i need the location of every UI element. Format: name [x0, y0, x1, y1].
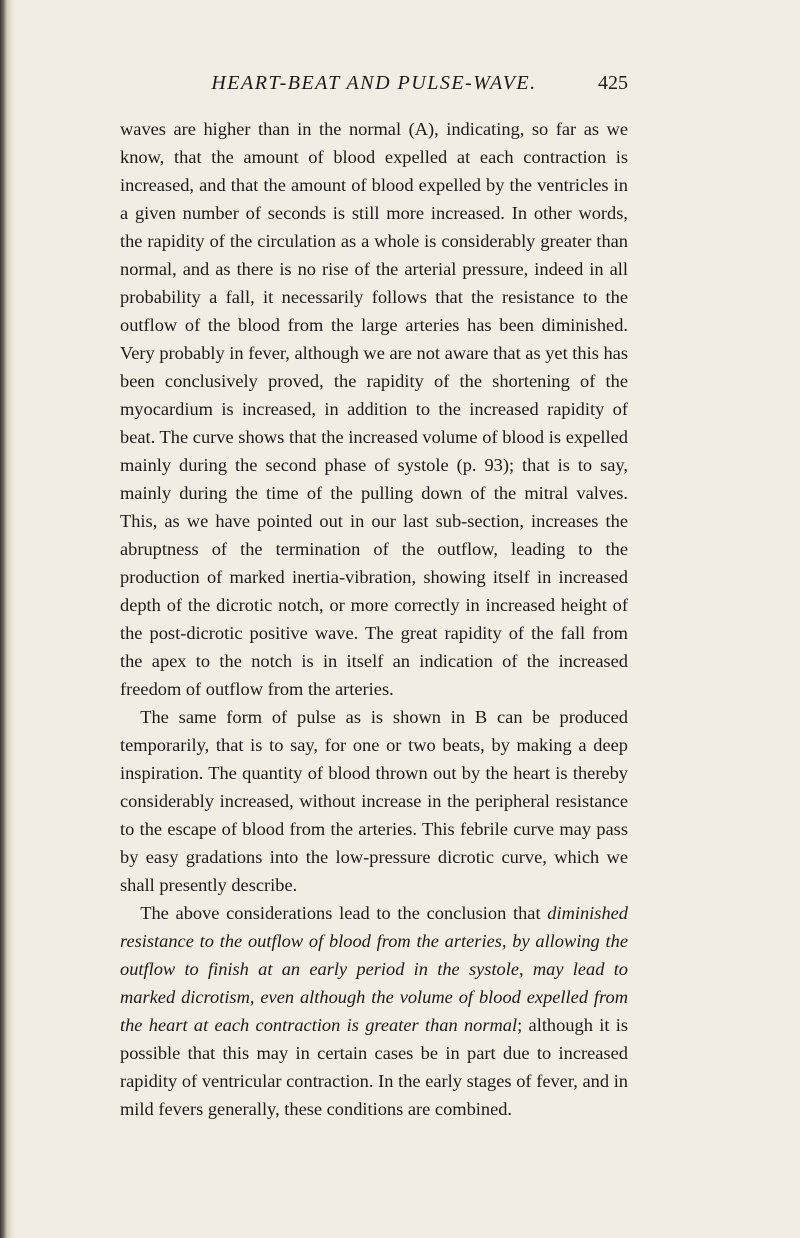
body-text	[120, 115, 628, 1123]
paragraph-3-lead: The above considerations lead to the conclusion that	[140, 903, 548, 923]
page-binding-edge	[0, 0, 16, 1238]
paragraph-3-emphasis: diminished resistance to the outflow of blood from the arteries, by allowing the outflow to finish at an early period in the systole, may lead to marked dicrotism, even although the volume of blood expelled from the heart at each contraction is greater than normal	[120, 903, 628, 1035]
paragraph-3-tail: ; although it is possible that this may in certain cases be in part due to increased rapidity of ventricular contraction. In the early stages of fever, and in mild fevers generally, these conditions are combined.	[120, 1015, 629, 1119]
page-header	[120, 72, 628, 102]
paragraph-2: The same form of pulse as is shown in B can be produced temporarily, that is to say, for one or two beats, by making a deep inspiration. The quantity of blood thrown out by the heart is thereby considerably increased, without increase in the peripheral resistance to the escape of blood from the arteries. This febrile curve may pass by easy gradations into the low-pressure dicrotic curve, which we shall presently describe.	[120, 707, 628, 895]
paragraph-1: waves are higher than in the normal (A), indicating, so far as we know, that the amount of blood expelled at each contraction is increased, and that the amount of blood expelled by the ventricles in a given number of seconds is still more increased. In other words, the rapidity of the circulation as a whole is considerably greater than normal, and as there is no rise of the arterial pressure, indeed in all probability a fall, it necessarily follows that the resistance to the outflow of the blood from the large arteries has been diminished. Very probably in fever, although we are not aware that as yet this has been conclusively proved, the rapidity of the shortening of the myocardium is increased, in addition to the increased rapidity of beat. The curve shows that the increased volume of blood is expelled mainly during the second phase of systole (p. 93); that is to say, mainly during the time of the pulling down of the mitral valves. This, as we have pointed out in our last sub-section, increases the abruptness of the termination of the outflow, leading to the production of marked inertia-vibration, showing itself in increased depth of the dicrotic notch, or more correctly in increased height of the post-dicrotic positive wave. The great rapidity of the fall from the apex to the notch is in itself an indication of the increased freedom of outflow from the arteries.	[120, 119, 628, 699]
running-title: HEART-BEAT AND PULSE-WAVE.	[211, 72, 537, 94]
paragraph-3	[120, 899, 628, 1123]
page-number: 425	[598, 72, 628, 94]
